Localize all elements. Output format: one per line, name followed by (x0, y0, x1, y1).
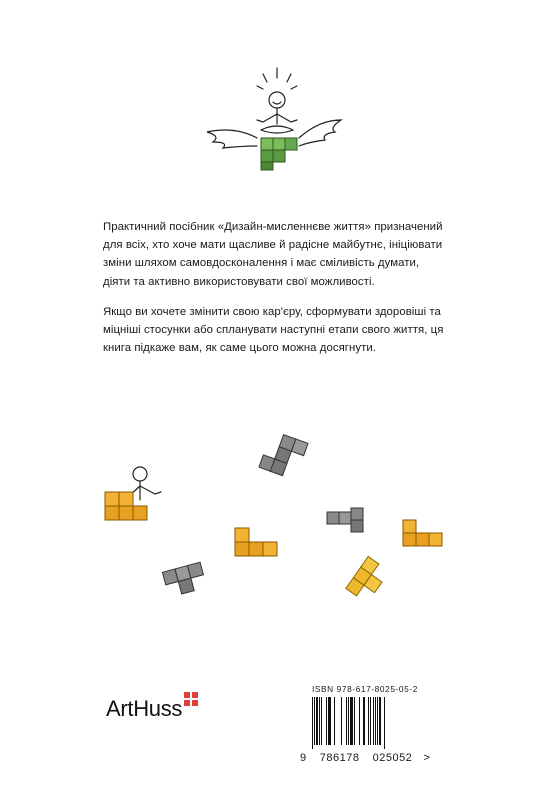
isbn-digits (300, 752, 430, 764)
description-text (103, 218, 448, 369)
isbn-label: ISBN 978-617-8025-05-2 (312, 684, 418, 694)
barcode-bar (373, 697, 374, 745)
barcode-bar (328, 697, 331, 745)
isbn-digit-tail: > (423, 752, 431, 764)
barcode-bar (350, 697, 353, 745)
barcode-bar (341, 697, 342, 745)
barcode-bar (314, 697, 315, 745)
barcode-bar (379, 697, 381, 745)
isbn-digit-group-1: 786178 (319, 752, 360, 764)
barcode-bar (321, 697, 322, 745)
barcode-bar (346, 697, 347, 745)
isbn-digit-first: 9 (300, 752, 307, 764)
publisher-name: ArtHuss (106, 696, 183, 721)
barcode-bars (312, 697, 438, 749)
publisher-logo (106, 696, 198, 722)
description-paragraph-2: Якщо ви хочете змінити свою кар'єру, сформувати здоровіші та міцніші стосунки або спланувати наступні етапи свого життя, ця книга підкаже вам, як саме цього можна досягнути. (103, 305, 444, 355)
barcode-bar (377, 697, 378, 745)
description-paragraph-1: Практичний посібник «Дизайн-мисленнєве життя» призначений для всіх, хто хоче мати щасливе й радісне майбутнє, ініціювати зміни шляхом самовдосконалення і має сміливість думати, діяти та активно використовувати свої можливості. (103, 221, 443, 288)
barcode-bar (370, 697, 371, 745)
barcode-bar (363, 697, 365, 745)
isbn-digit-group-2: 025052 (372, 752, 413, 764)
figure-with-tetris-blocks-icon (95, 430, 455, 610)
cross-squares-icon (184, 692, 198, 706)
barcode-bar (326, 697, 327, 745)
barcode-bar (354, 697, 355, 745)
barcode-bar (312, 697, 313, 749)
barcode-bar (359, 697, 360, 745)
barcode-bar (319, 697, 320, 745)
meditating-figure-with-wings-icon (195, 62, 345, 174)
barcode-bar (334, 697, 335, 745)
barcode-bar (316, 697, 318, 745)
barcode-bar (375, 697, 376, 745)
barcode-bar (348, 697, 349, 745)
barcode-bar (384, 697, 385, 749)
barcode-bar (368, 697, 369, 745)
